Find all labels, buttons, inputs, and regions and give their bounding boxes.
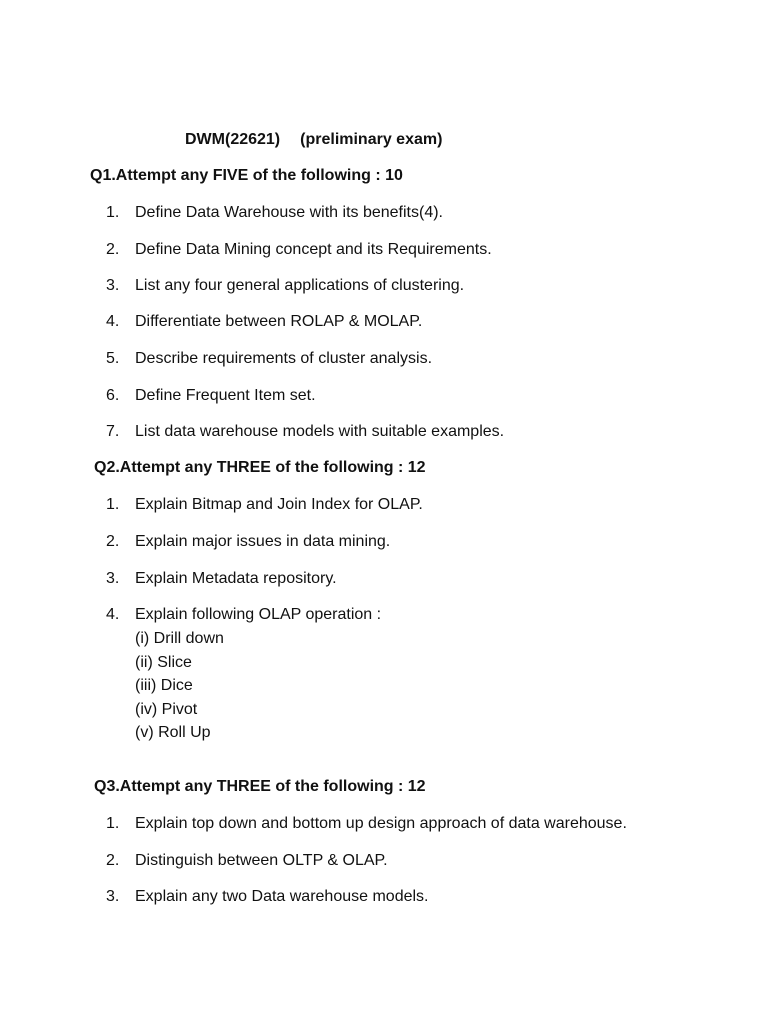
item-text: Define Data Mining concept and its Requirements.	[135, 241, 492, 258]
sublist-item: (ii) Slice	[135, 653, 192, 671]
course-code: DWM(22621)	[185, 131, 281, 148]
item-number: 3.	[106, 277, 120, 294]
paper-title	[185, 131, 442, 149]
item-text: Explain following OLAP operation :	[135, 606, 382, 623]
sublist-item: (i) Drill down	[135, 630, 224, 647]
olap-operations-sublist	[135, 627, 224, 745]
item-text: Differentiate between ROLAP & MOLAP.	[135, 313, 423, 330]
item-number: 3.	[106, 888, 120, 905]
item-number: 3.	[106, 570, 120, 587]
item-number: 2.	[106, 852, 120, 869]
item-text: Describe requirements of cluster analysis.	[135, 350, 433, 367]
item-text: Explain Bitmap and Join Index for OLAP.	[135, 496, 423, 513]
item-number: 2.	[106, 241, 120, 258]
item-number: 4.	[106, 313, 120, 330]
exam-type: (preliminary exam)	[300, 131, 443, 148]
section-heading-q3: Q3.Attempt any THREE of the following : 12	[94, 778, 426, 795]
section-heading-q1: Q1.Attempt any FIVE of the following : 10	[90, 167, 403, 184]
item-number: 1.	[106, 204, 120, 221]
item-number: 6.	[106, 387, 120, 404]
item-number: 1.	[106, 815, 120, 832]
item-text: List any four general applications of clustering.	[135, 277, 465, 294]
item-text: Distinguish between OLTP & OLAP.	[135, 852, 388, 869]
item-text: Explain Metadata repository.	[135, 570, 337, 587]
item-text: Explain any two Data warehouse models.	[135, 888, 429, 905]
sublist-item: (v) Roll Up	[135, 724, 211, 742]
item-text: List data warehouse models with suitable examples.	[135, 423, 505, 440]
item-text: Define Data Warehouse with its benefits(4).	[135, 204, 443, 221]
item-number: 7.	[106, 423, 120, 440]
item-number: 2.	[106, 533, 120, 550]
section-heading-q2: Q2.Attempt any THREE of the following : 12	[94, 459, 426, 476]
sublist-item: (iii) Dice	[135, 677, 193, 695]
item-text: Explain major issues in data mining.	[135, 533, 391, 550]
item-text: Explain top down and bottom up design approach of data warehouse.	[135, 815, 627, 832]
sublist-item: (iv) Pivot	[135, 700, 198, 718]
item-number: 5.	[106, 350, 120, 367]
item-number: 1.	[106, 496, 120, 513]
item-text: Define Frequent Item set.	[135, 387, 316, 404]
item-number: 4.	[106, 606, 120, 623]
